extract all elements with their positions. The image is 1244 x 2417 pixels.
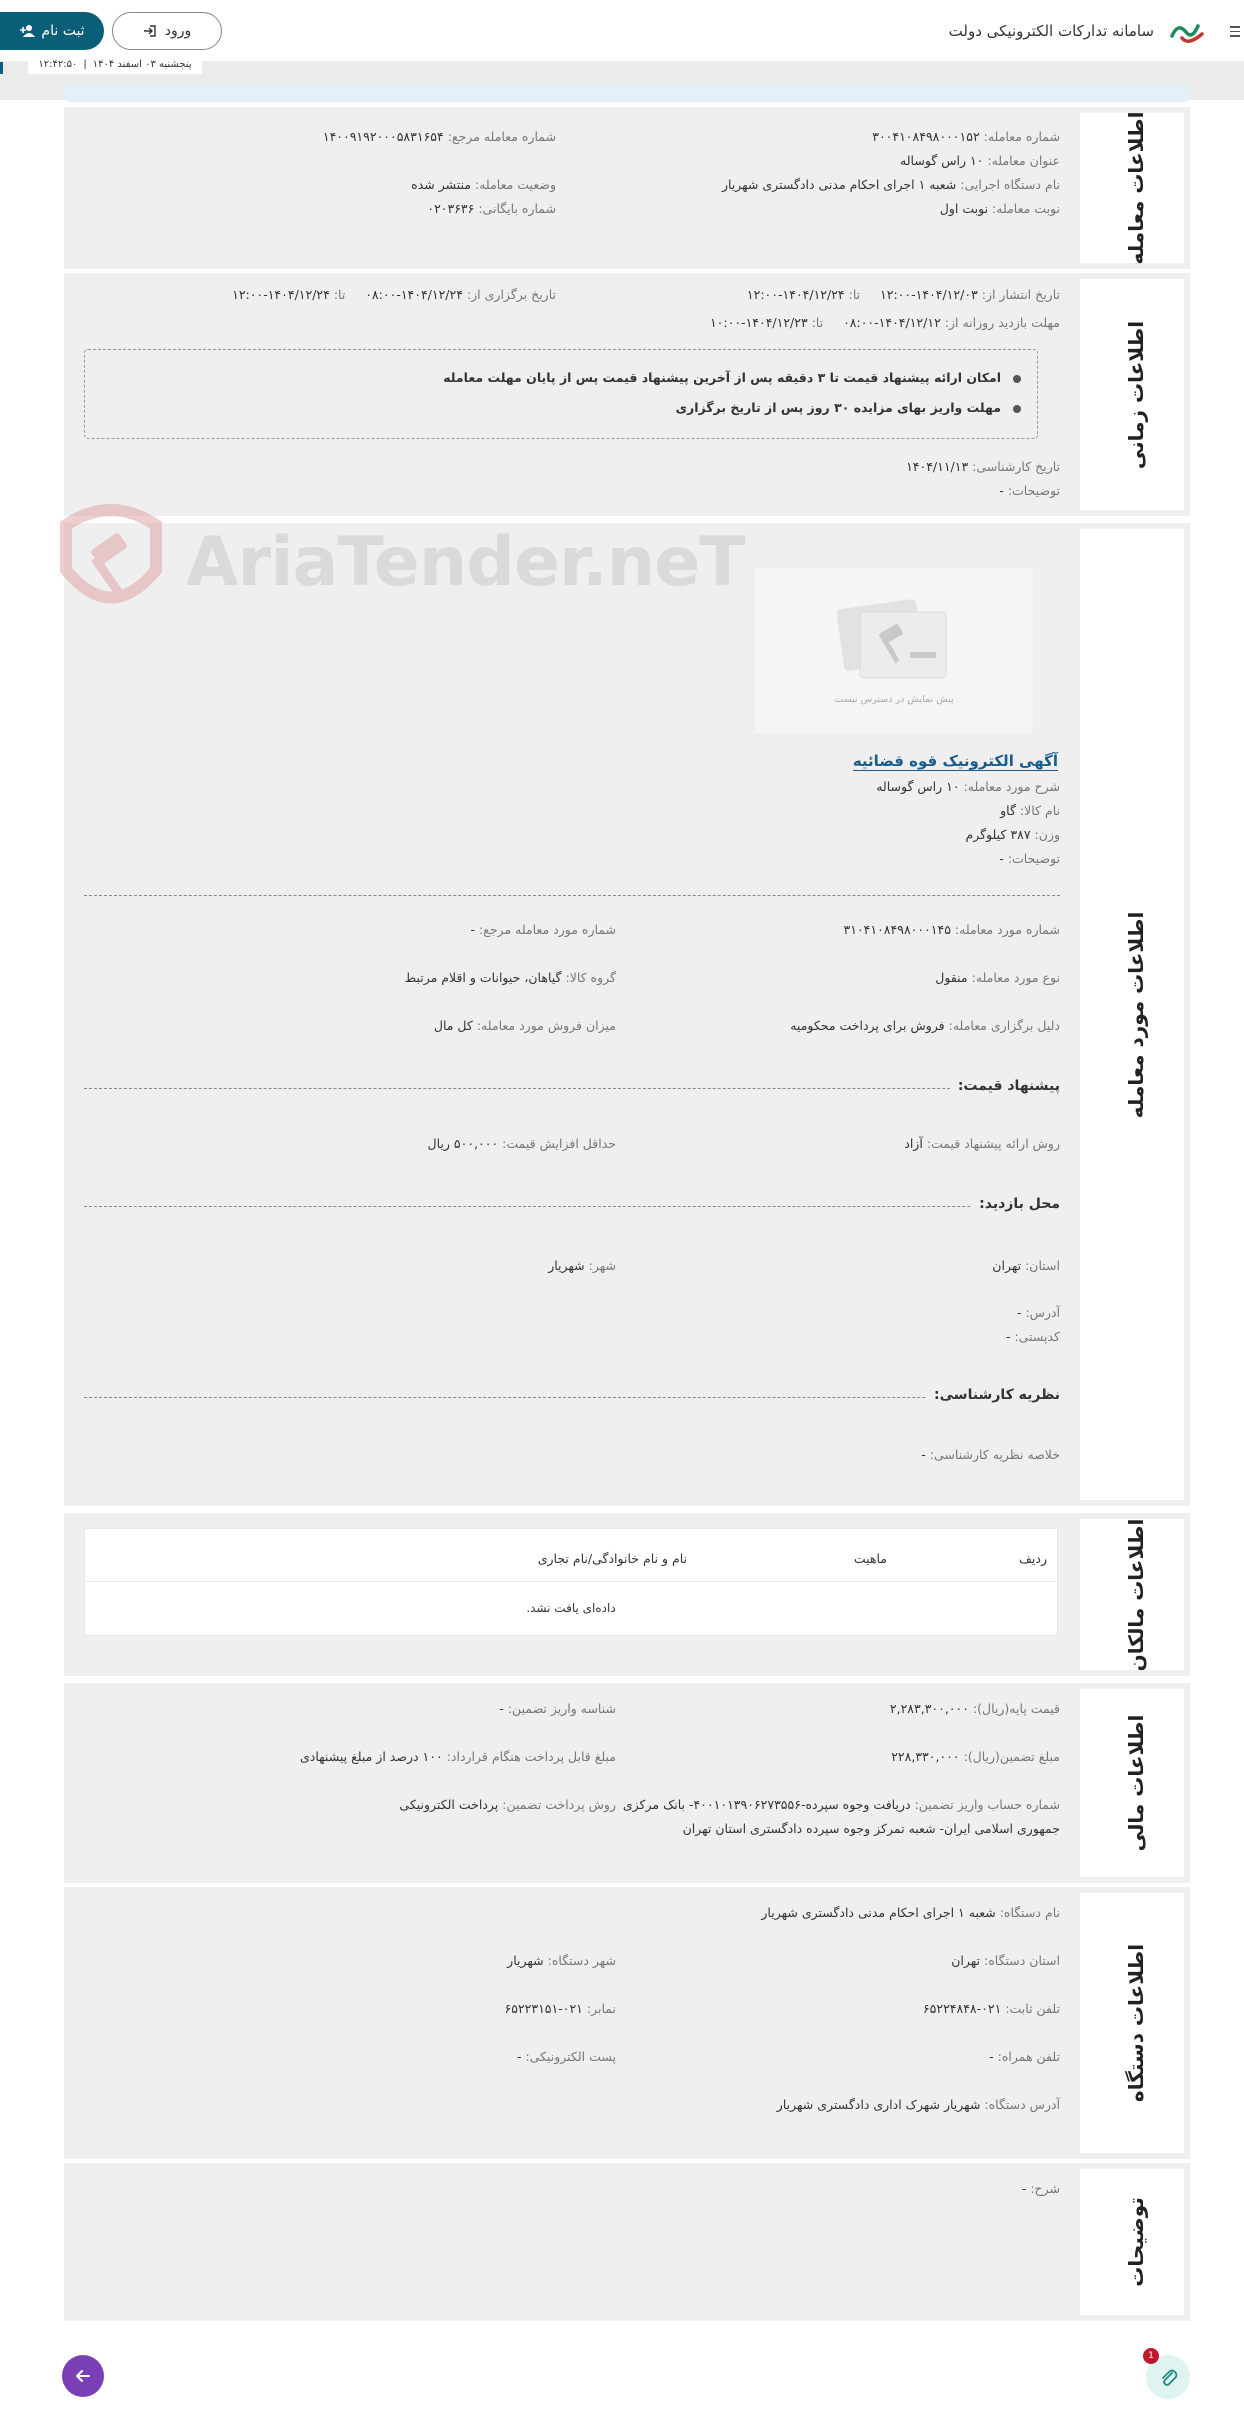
contract-pay-row: مبلغ قابل پرداخت هنگام قرارداد: ۱۰۰ درصد از مبلغ پیشنهادی xyxy=(300,1749,616,1764)
item-desc-row: شرح مورد معامله: ۱۰ راس گوساله xyxy=(876,779,1060,794)
deal-archive-row: شماره بایگانی: ۰۲۰۳۶۳۶ xyxy=(427,201,556,216)
menu-icon[interactable] xyxy=(1230,26,1240,36)
top-navbar xyxy=(0,0,1244,62)
section-header xyxy=(1076,1513,1190,1676)
expert-summary-row: خلاصه نظریه کارشناسی: - xyxy=(921,1447,1060,1462)
dashed-divider xyxy=(84,895,1060,896)
section-header xyxy=(1076,1887,1190,2159)
owners-table xyxy=(84,1528,1058,1636)
date-text: پنجشنبه ۰۳ اسفند ۱۴۰۴ xyxy=(92,58,192,70)
section-header xyxy=(1076,107,1190,269)
section-title: توضیحات xyxy=(1124,2197,1148,2287)
attachments-badge: 1 xyxy=(1143,2348,1159,2364)
gavel-icon xyxy=(830,590,960,690)
time-text: ۱۲:۴۲:۵۰ xyxy=(38,58,78,70)
notice-box xyxy=(84,349,1038,439)
paperclip-icon xyxy=(1158,2367,1178,2387)
section-title: اطلاعات زمانی xyxy=(1124,320,1148,469)
notice-item: مهلت واریز بهای مزایده ۳۰ روز پس از تاریخ برگزاری xyxy=(676,400,1021,415)
ref-item-row: شماره مورد معامله مرجع: - xyxy=(470,922,616,937)
site-title[interactable]: سامانه تدارکات الکترونیکی دولت xyxy=(948,22,1154,40)
section-title: اطلاعات معامله xyxy=(1124,111,1148,265)
min-increase-row: حداقل افزایش قیمت: ۵۰۰,۰۰۰ ریال xyxy=(427,1136,616,1151)
register-label: ثبت نام xyxy=(41,23,85,39)
agency-fax-row: نمابر: ۰۲۱-۶۵۲۲۳۱۵۱ xyxy=(504,2001,616,2016)
item-reason-row: دلیل برگزاری معامله: فروش برای پرداخت محکومیه xyxy=(790,1018,1060,1033)
visit-time-row: مهلت بازدید روزانه از: ۱۴۰۴/۱۲/۱۲-۰۸:۰۰ تا: ۱۴۰۴/۱۲/۲۳-۱۰:۰۰ xyxy=(709,315,1060,330)
watermark-text: AriaTender.neT xyxy=(186,523,745,602)
login-button[interactable] xyxy=(112,12,222,50)
item-sale-amount-row: میزان فروش مورد معامله: کل مال xyxy=(433,1018,616,1033)
section-header xyxy=(1076,1683,1190,1883)
item-weight-row: وزن: ۳۸۷ کیلوگرم xyxy=(965,827,1060,842)
column-header[interactable]: نام و نام خانوادگی/نام تجاری xyxy=(537,1551,687,1566)
guarantee-id-row: شناسه واریز تضمین: - xyxy=(499,1701,616,1716)
agency-province-row: استان دستگاه: تهران xyxy=(951,1953,1060,1968)
section-header xyxy=(1076,273,1190,516)
register-button[interactable] xyxy=(0,12,104,50)
section-title: اطلاعات مالی xyxy=(1124,1714,1148,1852)
notes-section xyxy=(64,2163,1190,2321)
section-title: اطلاعات مورد معامله xyxy=(1124,911,1148,1118)
dashed-divider xyxy=(84,1088,1060,1089)
timing-desc-row: توضیحات: - xyxy=(999,483,1060,498)
agency-section xyxy=(64,1887,1190,2159)
agency-mobile-row: تلفن همراه: - xyxy=(989,2049,1060,2064)
deal-turn-row: نوبت معامله: نوبت اول xyxy=(939,201,1060,216)
empty-message: داده‌ای یافت نشد. xyxy=(526,1601,616,1615)
deal-ref-number-row: شماره معامله مرجع: ۱۴۰۰۹۱۹۲۰۰۰۵۸۳۱۶۵۴ xyxy=(322,129,556,144)
agency-address-row: آدرس دستگاه: شهریار شهرک اداری دادگستری شهریار xyxy=(776,2097,1060,2112)
agency-city-row: شهر دستگاه: شهریار xyxy=(507,1953,616,1968)
deal-info-section xyxy=(64,107,1190,269)
image-placeholder-text: پیش نمایش در دسترس نیست xyxy=(834,694,954,705)
hold-date-row: تاریخ برگزاری از: ۱۴۰۴/۱۲/۲۴-۰۸:۰۰ تا: ۱۴۰۴/۱۲/۲۴-۱۲:۰۰ xyxy=(232,287,556,302)
column-header[interactable]: ردیف xyxy=(1018,1551,1047,1566)
blue-strip xyxy=(64,84,1190,102)
visit-subtitle: محل بازدید: xyxy=(971,1196,1060,1212)
dashed-divider xyxy=(84,1206,1060,1207)
deal-number-row: شماره معامله: ۳۰۰۴۱۰۸۴۹۸۰۰۰۱۵۲ xyxy=(872,129,1060,144)
column-header[interactable]: ماهیت xyxy=(853,1551,887,1566)
deal-agency-row: نام دستگاه اجرایی: شعبه ۱ اجرای احکام مدنی دادگستری شهریار xyxy=(721,177,1060,192)
date-separator: | xyxy=(83,58,87,70)
section-title: اطلاعات مالکان xyxy=(1124,1518,1148,1671)
price-subtitle: پیشنهاد قیمت: xyxy=(950,1078,1060,1094)
setad-logo[interactable] xyxy=(1168,16,1208,48)
agency-name-row: نام دستگاه: شعبه ۱ اجرای احکام مدنی دادگستری شهریار xyxy=(761,1905,1060,1920)
arrow-left-icon xyxy=(74,2367,92,2385)
price-method-row: روش ارائه پیشنهاد قیمت: آزاد xyxy=(904,1136,1060,1151)
back-button[interactable] xyxy=(62,2355,104,2397)
section-title: اطلاعات دستگاه xyxy=(1124,1943,1148,2103)
section-header xyxy=(1076,2163,1190,2321)
expert-subtitle: نظریه کارشناسی: xyxy=(926,1387,1060,1403)
agency-email-row: پست الکترونیکی: - xyxy=(516,2049,616,2064)
deal-subject-row: عنوان معامله: ۱۰ راس گوساله xyxy=(900,153,1060,168)
base-price-row: قیمت پایه(ریال): ۲,۲۸۳,۳۰۰,۰۰۰ xyxy=(889,1701,1060,1716)
date-time-display xyxy=(28,54,202,74)
account-row-continued: جمهوری اسلامی ایران- شعبه تمرکز وجوه سپرده دادگستری استان تهران xyxy=(682,1821,1060,1836)
ad-title-link[interactable]: آگهی الکترونیک قوه قضائیه xyxy=(852,752,1058,770)
visit-postal-row: کدپستی: - xyxy=(1005,1329,1060,1344)
watermark-logo xyxy=(46,500,745,630)
visit-city-row: شهر: شهریار xyxy=(548,1258,616,1273)
visit-province-row: استان: تهران xyxy=(992,1258,1060,1273)
section-header xyxy=(1076,523,1190,1506)
notes-desc-row: شرح: - xyxy=(1021,2181,1060,2196)
item-type-row: نوع مورد معامله: منقول xyxy=(935,970,1060,985)
item-notes-row: توضیحات: - xyxy=(999,851,1060,866)
timing-section xyxy=(64,273,1190,516)
agency-phone-row: تلفن ثابت: ۰۲۱-۶۵۲۲۴۸۴۸ xyxy=(922,2001,1060,2016)
expert-date-row: تاریخ کارشناسی: ۱۴۰۴/۱۱/۱۳ xyxy=(906,459,1060,474)
login-label: ورود xyxy=(164,23,192,39)
account-row: شماره حساب واریز تضمین: دریافت وجوه سپرده-۴۰۰۱۰۱۳۹۰۶۲۷۳۵۵۶- بانک مرکزی xyxy=(622,1797,1060,1812)
item-number-row: شماره مورد معامله: ۳۱۰۴۱۰۸۴۹۸۰۰۰۱۴۵ xyxy=(843,922,1060,937)
deal-status-row: وضعیت معامله: منتشر شده xyxy=(411,177,556,192)
date-marker xyxy=(0,62,3,74)
item-group-row: گروه کالا: گیاهان، حیوانات و اقلام مرتبط xyxy=(404,970,616,985)
pay-method-row: روش پرداخت تضمین: پرداخت الکترونیکی xyxy=(399,1797,616,1812)
visit-address-row: آدرس: - xyxy=(1016,1305,1060,1320)
dashed-divider xyxy=(84,1397,1060,1398)
publish-date-row: تاریخ انتشار از: ۱۴۰۴/۱۲/۰۳-۱۲:۰۰ تا: ۱۴۰۴/۱۲/۲۴-۱۲:۰۰ xyxy=(746,287,1060,302)
notice-item: امکان ارائه پیشنهاد قیمت تا ۳ دقیقه پس از آخرین پیشنهاد قیمت پس از پایان مهلت معامله xyxy=(443,370,1021,385)
guarantee-amount-row: مبلغ تضمین(ریال): ۲۲۸,۳۳۰,۰۰۰ xyxy=(891,1749,1060,1764)
finance-section xyxy=(64,1683,1190,1883)
item-goods-row: نام کالا: گاو xyxy=(1000,803,1060,818)
add-user-icon xyxy=(19,24,35,38)
login-icon xyxy=(143,24,157,38)
item-image-placeholder[interactable] xyxy=(754,567,1034,735)
